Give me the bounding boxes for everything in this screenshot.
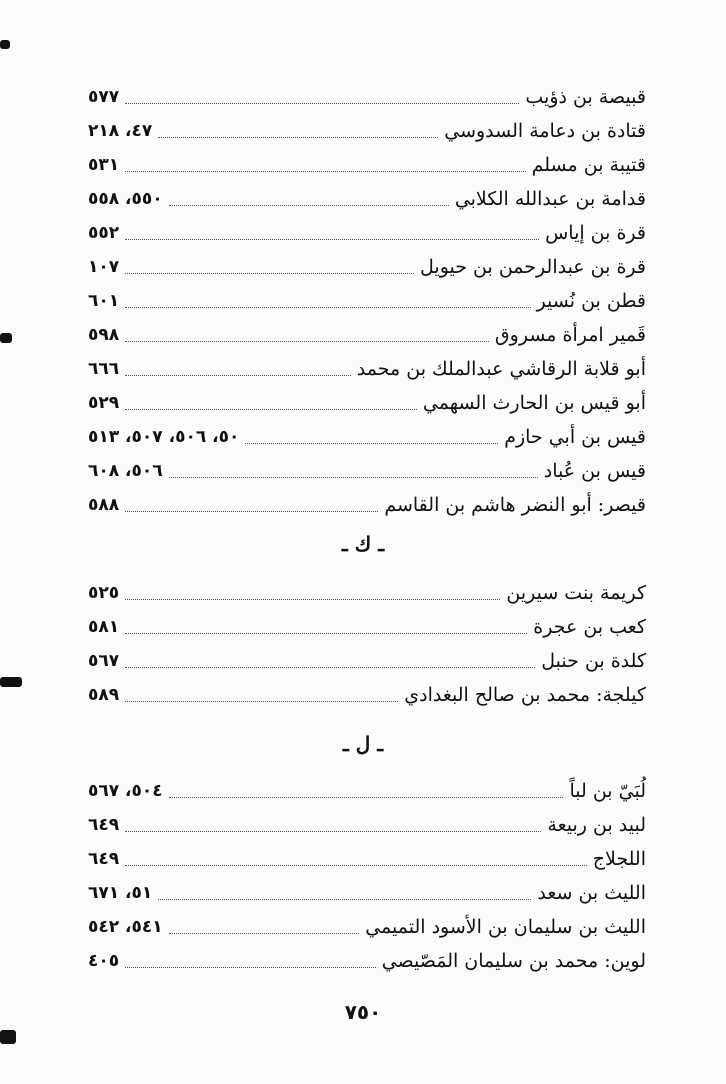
entry-name: الليث بن سليمان بن الأسود التميمي — [365, 916, 646, 938]
entry-pages: ٥٧٧ — [88, 87, 120, 107]
entry-name: قيس بن عُباد — [543, 460, 646, 482]
index-entry — [88, 148, 646, 182]
dot-leader — [169, 205, 449, 206]
index-entry — [88, 644, 646, 678]
index-entry — [88, 876, 646, 910]
dot-leader — [169, 933, 360, 934]
entry-pages: ٥١، ٦٧١ — [88, 883, 153, 903]
entry-pages: ٥٠٤، ٥٦٧ — [88, 781, 163, 801]
dot-leader — [125, 375, 351, 376]
entry-pages: ٥٦٧ — [88, 651, 120, 671]
index-entry — [88, 216, 646, 250]
scan-mark — [0, 40, 10, 49]
index-entry — [88, 182, 646, 216]
index-entry — [88, 774, 646, 808]
entry-name: لوين: محمد بن سليمان المَصّيصي — [381, 950, 646, 972]
entry-pages: ٥٢٩ — [88, 393, 120, 413]
index-entry — [88, 910, 646, 944]
entry-pages: ٤٠٥ — [88, 951, 120, 971]
entry-name: قرة بن إياس — [545, 222, 646, 244]
index-entry — [88, 454, 646, 488]
dot-leader — [245, 443, 498, 444]
index-entry — [88, 944, 646, 978]
entry-name: قَمير امرأة مسروق — [494, 324, 646, 346]
entry-pages: ٦٠١ — [88, 291, 120, 311]
entry-name: لبيد بن ربيعة — [547, 814, 646, 836]
index-entry — [88, 284, 646, 318]
entry-name: قيصر: أبو النضر هاشم بن القاسم — [384, 494, 646, 516]
entry-pages: ٥٨٩ — [88, 685, 120, 705]
dot-leader — [125, 103, 519, 104]
dot-leader — [125, 667, 535, 668]
entry-name: قطن بن نُسير — [536, 290, 646, 312]
dot-leader — [158, 899, 531, 900]
entry-pages: ٥٨١ — [88, 617, 120, 637]
entry-pages: ٥٩٨ — [88, 325, 120, 345]
entry-name: قتيبة بن مسلم — [531, 154, 646, 176]
dot-leader — [125, 865, 587, 866]
entry-pages: ٥٨٨ — [88, 495, 120, 515]
entry-name: الليث بن سعد — [537, 882, 646, 904]
entry-pages: ٥٣١ — [88, 155, 120, 175]
dot-leader — [125, 599, 500, 600]
entry-name: قدامة بن عبدالله الكلابي — [454, 188, 646, 210]
section-letter-heading: ـ ك ـ — [341, 532, 385, 556]
scan-mark — [0, 1030, 16, 1044]
entry-name: كيلجة: محمد بن صالح البغدادي — [404, 684, 646, 706]
entry-pages: ١٠٧ — [88, 257, 120, 277]
index-entry — [88, 386, 646, 420]
index-entry — [88, 250, 646, 284]
section-letter-heading: ـ ل ـ — [342, 732, 384, 756]
dot-leader — [125, 409, 417, 410]
entry-name: قرة بن عبدالرحمن بن حيويل — [420, 256, 646, 278]
dot-leader — [125, 511, 378, 512]
dot-leader — [125, 171, 525, 172]
dot-leader — [125, 307, 530, 308]
index-entry — [88, 610, 646, 644]
index-entry — [88, 420, 646, 454]
scan-mark — [0, 333, 12, 343]
index-entry — [88, 488, 646, 522]
entry-name: كلدة بن حنبل — [541, 650, 646, 672]
index-entry — [88, 576, 646, 610]
entry-name: كريمة بنت سيرين — [506, 582, 646, 604]
dot-leader — [125, 967, 376, 968]
index-entry — [88, 318, 646, 352]
entry-name: قيس بن أبي حازم — [504, 426, 646, 448]
entry-pages: ٦٦٦ — [88, 359, 120, 379]
entry-name: كعب بن عجرة — [533, 616, 646, 638]
entry-pages: ٤٧، ٢١٨ — [88, 121, 153, 141]
dot-leader — [125, 831, 541, 832]
dot-leader — [125, 633, 527, 634]
entry-pages: ٥٠، ٥٠٦، ٥٠٧، ٥١٣ — [88, 427, 240, 447]
dot-leader — [125, 273, 414, 274]
entry-name: اللجلاج — [592, 848, 646, 870]
page-number: ٧٥٠ — [344, 1000, 382, 1024]
entry-pages: ٦٤٩ — [88, 849, 120, 869]
entry-pages: ٥٢٥ — [88, 583, 120, 603]
entry-pages: ٥٥٢ — [88, 223, 120, 243]
index-entry — [88, 808, 646, 842]
index-entry — [88, 114, 646, 148]
scan-mark — [0, 677, 22, 687]
dot-leader — [125, 239, 539, 240]
entry-name: أبو قيس بن الحارث السهمي — [422, 392, 646, 414]
entry-pages: ٦٤٩ — [88, 815, 120, 835]
entry-name: قبيصة بن ذؤيب — [525, 86, 646, 108]
index-entry — [88, 80, 646, 114]
index-entry — [88, 678, 646, 712]
entry-pages: ٥٠٦، ٦٠٨ — [88, 461, 163, 481]
dot-leader — [169, 477, 538, 478]
entry-pages: ٥٥٠، ٥٥٨ — [88, 189, 163, 209]
entry-name: قتادة بن دعامة السدوسي — [444, 120, 646, 142]
entry-name: لُبَيّ بن لباً — [569, 780, 646, 802]
dot-leader — [125, 341, 489, 342]
dot-leader — [125, 701, 398, 702]
entry-pages: ٥٤١، ٥٤٢ — [88, 917, 163, 937]
dot-leader — [158, 137, 438, 138]
dot-leader — [169, 797, 564, 798]
index-entry — [88, 842, 646, 876]
index-entry — [88, 352, 646, 386]
entry-name: أبو قلابة الرقاشي عبدالملك بن محمد — [356, 358, 646, 380]
